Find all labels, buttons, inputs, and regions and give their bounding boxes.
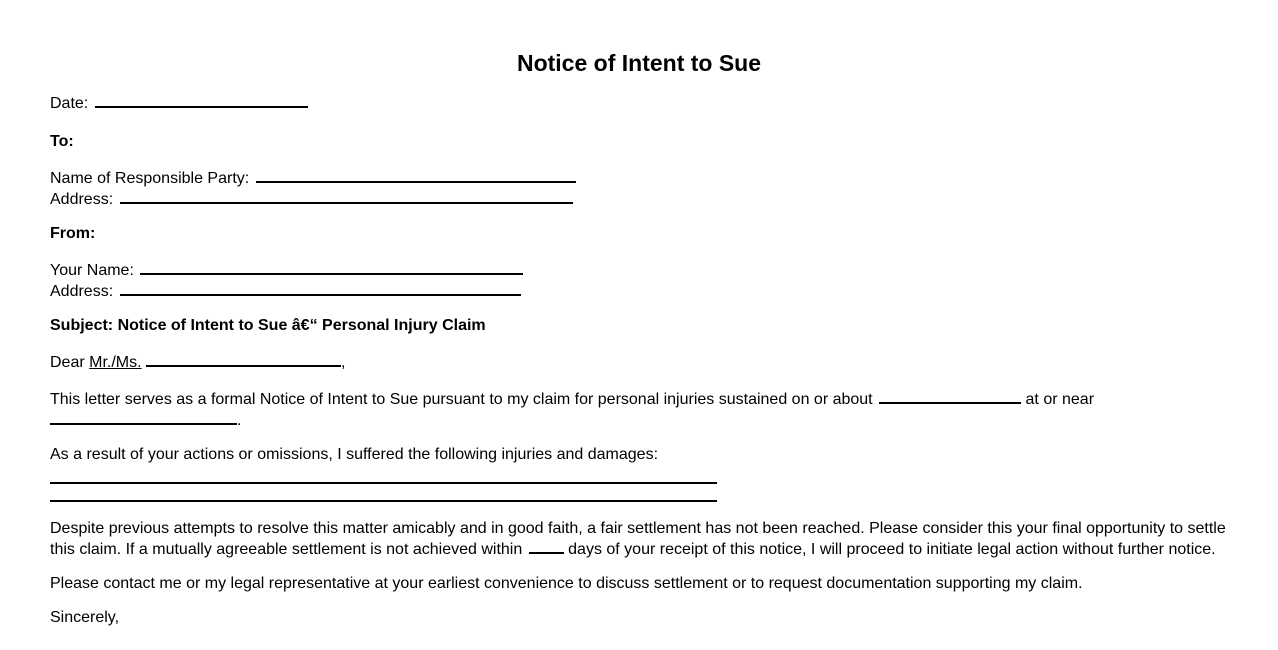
to-address-blank[interactable] xyxy=(120,188,573,204)
para2-text: As a result of your actions or omissions, I suffered the following injuries and damages: xyxy=(50,446,659,463)
responsible-party-label: Name of Responsible Party: xyxy=(50,170,250,187)
paragraph-contact: Please contact me or my legal representative at your earliest convenience to discuss settlement or to request documentation supporting my claim. xyxy=(50,575,1083,592)
subject-line: Subject: Notice of Intent to Sue â€“ Personal Injury Claim xyxy=(50,317,486,334)
incident-date-blank[interactable] xyxy=(879,388,1021,404)
salutation-suffix: , xyxy=(341,354,346,371)
para1-text: This letter serves as a formal Notice of Intent to Sue pursuant to my claim for personal injuries sustained on or about xyxy=(50,391,873,408)
paragraph-settlement xyxy=(50,520,1228,559)
from-heading: From: xyxy=(50,225,96,242)
para3-text2: days of your receipt of this notice, I will proceed to initiate legal action without further notice. xyxy=(568,541,1216,558)
salutation-prefix: Dear xyxy=(50,354,90,371)
date-label: Date: xyxy=(50,95,89,112)
injuries-blank-2[interactable] xyxy=(50,484,717,502)
incident-location-blank[interactable] xyxy=(50,409,237,425)
salutation xyxy=(50,351,1228,372)
to-address-label: Address: xyxy=(50,191,114,208)
para3-text: Despite previous attempts to resolve this matter amicably and in good faith, a fair settlement has not been reached. Please consider this your final opportunity to settle this claim. If a mutually agreeable settlement is not achieved within xyxy=(50,520,1226,558)
document-title: Notice of Intent to Sue xyxy=(516,50,762,76)
date-line xyxy=(50,92,1228,113)
recipient-name-blank[interactable] xyxy=(146,351,341,367)
responsible-party-blank[interactable] xyxy=(256,167,576,183)
injuries-blank-1[interactable] xyxy=(50,466,717,484)
to-heading: To: xyxy=(50,133,74,150)
days-blank[interactable] xyxy=(529,538,564,554)
from-address-blank[interactable] xyxy=(120,280,521,296)
from-block xyxy=(50,259,1228,301)
your-name-label: Your Name: xyxy=(50,262,134,279)
salutation-title: Mr./Ms. xyxy=(89,354,142,371)
paragraph-incident xyxy=(50,388,1228,430)
from-address-label: Address: xyxy=(50,283,114,300)
date-blank[interactable] xyxy=(95,92,308,108)
para1-end: . xyxy=(237,412,242,429)
to-block xyxy=(50,167,1228,209)
paragraph-injuries xyxy=(50,446,1228,502)
para1-text2: at or near xyxy=(1025,391,1095,408)
your-name-blank[interactable] xyxy=(140,259,523,275)
closing: Sincerely, xyxy=(50,609,120,626)
